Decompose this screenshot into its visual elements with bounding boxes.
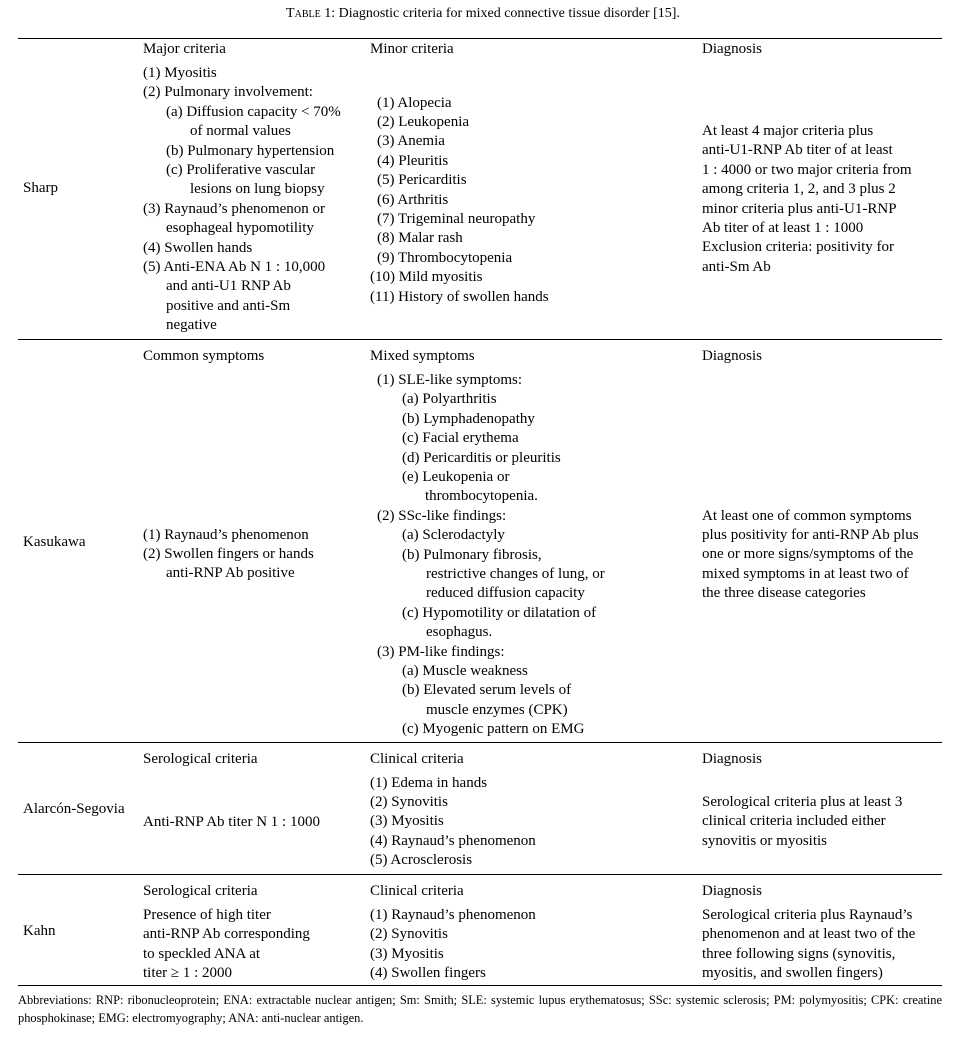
criteria-line: restrictive changes of lung, or xyxy=(426,566,605,582)
criteria-line: (5) Pericarditis xyxy=(377,172,467,189)
criteria-line: to speckled ANA at xyxy=(143,945,261,962)
criteria-line: (4) Swollen hands xyxy=(143,239,253,256)
criteria-line: positive and anti-Sm xyxy=(166,297,291,314)
row-name: Sharp xyxy=(23,180,58,196)
column-header: Diagnosis xyxy=(702,750,762,767)
criteria-line: negative xyxy=(166,317,217,334)
row-name: Alarcón-Segovia xyxy=(23,801,125,817)
diagnosis-line: one or more signs/symptoms of the xyxy=(702,546,914,563)
criteria-line: anti-RNP Ab positive xyxy=(166,565,295,582)
diagnosis-line: Exclusion criteria: positivity for xyxy=(702,239,895,256)
column-header: Common symptoms xyxy=(143,348,265,364)
criteria-line: (3) Anemia xyxy=(377,133,445,150)
bottom-rule xyxy=(18,985,942,986)
criteria-line: (1) Raynaud’s phenomenon xyxy=(370,907,536,923)
criteria-line: (2) Pulmonary involvement: xyxy=(143,84,313,101)
diagnosis-line: minor criteria plus anti-U1-RNP xyxy=(702,200,897,217)
diagnosis-line: the three disease categories xyxy=(702,585,866,602)
criteria-line: (a) Diffusion capacity < 70% xyxy=(166,103,341,120)
column-header: Serological criteria xyxy=(143,883,258,899)
row-divider xyxy=(18,742,942,743)
diagnosis-line: Serological criteria plus at least 3 xyxy=(702,794,903,810)
criteria-line: (3) Raynaud’s phenomenon or xyxy=(143,200,326,217)
criteria-line: Anti-RNP Ab titer N 1 : 1000 xyxy=(143,813,320,830)
criteria-line: (2) Swollen fingers or hands xyxy=(143,545,314,562)
column-header: Clinical criteria xyxy=(370,750,464,767)
diagnosis-line: Serological criteria plus Raynaud’s xyxy=(702,907,913,923)
table-caption xyxy=(0,6,966,22)
criteria-line: (6) Arthritis xyxy=(377,191,449,208)
criteria-line: (2) Synovitis xyxy=(370,793,448,810)
criteria-line: (c) Myogenic pattern on EMG xyxy=(402,721,585,738)
criteria-line: (1) Raynaud’s phenomenon xyxy=(143,526,309,543)
criteria-line: reduced diffusion capacity xyxy=(426,585,585,602)
criteria-line: (b) Pulmonary fibrosis, xyxy=(402,546,542,563)
criteria-line: titer ≥ 1 : 2000 xyxy=(143,965,233,982)
diagnosis-line: plus positivity for anti-RNP Ab plus xyxy=(702,526,919,543)
criteria-line: (4) Swollen fingers xyxy=(370,965,486,982)
diagnosis-line: phenomenon and at least two of the xyxy=(702,926,916,943)
criteria-line: (1) Myositis xyxy=(143,65,217,81)
column-header: Minor criteria xyxy=(370,41,454,57)
top-rule xyxy=(18,38,942,39)
diagnosis-line: among criteria 1, 2, and 3 plus 2 xyxy=(702,181,896,198)
caption-text: : Diagnostic criteria for mixed connective tissue disorder [15]. xyxy=(331,6,680,21)
diagnosis-line: At least one of common symptoms xyxy=(702,507,912,524)
criteria-line: (1) SLE-like symptoms: xyxy=(377,372,522,388)
column-header: Diagnosis xyxy=(702,41,762,57)
diagnosis-line: mixed symptoms in at least two of xyxy=(702,565,909,582)
diagnosis-line: three following signs (synovitis, xyxy=(702,945,896,962)
criteria-line: (c) Facial erythema xyxy=(402,430,519,447)
criteria-line: (e) Leukopenia or xyxy=(402,469,510,485)
criteria-line: (8) Malar rash xyxy=(377,230,463,247)
criteria-line: and anti-U1 RNP Ab xyxy=(166,278,291,295)
criteria-line: (1) Alopecia xyxy=(377,94,452,111)
diagnosis-line: anti-U1-RNP Ab titer of at least xyxy=(702,142,893,159)
criteria-line: (c) Proliferative vascular xyxy=(166,162,316,178)
criteria-line: (a) Muscle weakness xyxy=(402,663,528,679)
criteria-line: (1) Edema in hands xyxy=(370,774,488,791)
row-name: Kasukawa xyxy=(23,534,86,550)
criteria-line: (d) Pericarditis or pleuritis xyxy=(402,449,561,466)
diagnosis-line: myositis, and swollen fingers) xyxy=(702,965,883,982)
row-divider xyxy=(18,339,942,340)
row-name: Kahn xyxy=(23,923,56,939)
criteria-line: muscle enzymes (CPK) xyxy=(426,701,568,718)
column-header: Diagnosis xyxy=(702,348,762,364)
diagnosis-line: anti-Sm Ab xyxy=(702,258,771,275)
table-footnote: Abbreviations: RNP: ribonucleoprotein; ENA: extractable nuclear antigen; Sm: Smith; SLE: systemic lupus erythematosus; SSc: systemic sclerosis; PM: polymyositis; CPK: creatine phosphokinase; EMG: electromyography; ANA: anti-nuclear antigen. xyxy=(18,993,942,1025)
criteria-line: (11) History of swollen hands xyxy=(370,288,549,305)
criteria-line: (3) Myositis xyxy=(370,813,444,830)
diagnosis-line: Ab titer of at least 1 : 1000 xyxy=(702,220,864,236)
criteria-line: of normal values xyxy=(190,123,291,140)
column-header: Mixed symptoms xyxy=(370,348,475,364)
criteria-line: (c) Hypomotility or dilatation of xyxy=(402,604,597,621)
criteria-line: (5) Anti-ENA Ab N 1 : 10,000 xyxy=(143,259,326,275)
criteria-line: (b) Pulmonary hypertension xyxy=(166,142,335,159)
criteria-line: (5) Acrosclerosis xyxy=(370,852,473,869)
criteria-line: (2) SSc-like findings: xyxy=(377,507,507,524)
criteria-line: esophagus. xyxy=(426,624,493,641)
criteria-line: anti-RNP Ab corresponding xyxy=(143,926,310,943)
table-label: Table 1 xyxy=(286,6,332,21)
criteria-line: (4) Pleuritis xyxy=(377,152,449,169)
column-header: Major criteria xyxy=(143,41,226,57)
column-header: Serological criteria xyxy=(143,750,258,767)
criteria-line: (4) Raynaud’s phenomenon xyxy=(370,832,536,849)
criteria-line: (a) Polyarthritis xyxy=(402,391,497,408)
criteria-line: (a) Sclerodactyly xyxy=(402,527,505,544)
criteria-line: lesions on lung biopsy xyxy=(190,181,325,198)
criteria-line: (b) Elevated serum levels of xyxy=(402,682,572,699)
diagnosis-line: synovitis or myositis xyxy=(702,832,828,849)
diagnosis-line: clinical criteria included either xyxy=(702,813,886,830)
criteria-line: (b) Lymphadenopathy xyxy=(402,410,535,427)
diagnosis-line: 1 : 4000 or two major criteria from xyxy=(702,161,912,178)
criteria-line: (10) Mild myositis xyxy=(370,269,483,286)
column-header: Clinical criteria xyxy=(370,883,464,899)
criteria-line: (2) Leukopenia xyxy=(377,113,470,130)
criteria-line: (9) Thrombocytopenia xyxy=(377,249,513,266)
criteria-line: Presence of high titer xyxy=(143,907,271,923)
criteria-line: (3) Myositis xyxy=(370,945,444,962)
criteria-line: (2) Synovitis xyxy=(370,926,448,943)
criteria-line: (7) Trigeminal neuropathy xyxy=(377,210,536,227)
criteria-line: (3) PM-like findings: xyxy=(377,643,505,660)
criteria-line: thrombocytopenia. xyxy=(425,488,538,505)
column-header: Diagnosis xyxy=(702,883,762,899)
criteria-line: esophageal hypomotility xyxy=(166,220,314,237)
diagnosis-line: At least 4 major criteria plus xyxy=(702,123,874,139)
row-divider xyxy=(18,874,942,875)
